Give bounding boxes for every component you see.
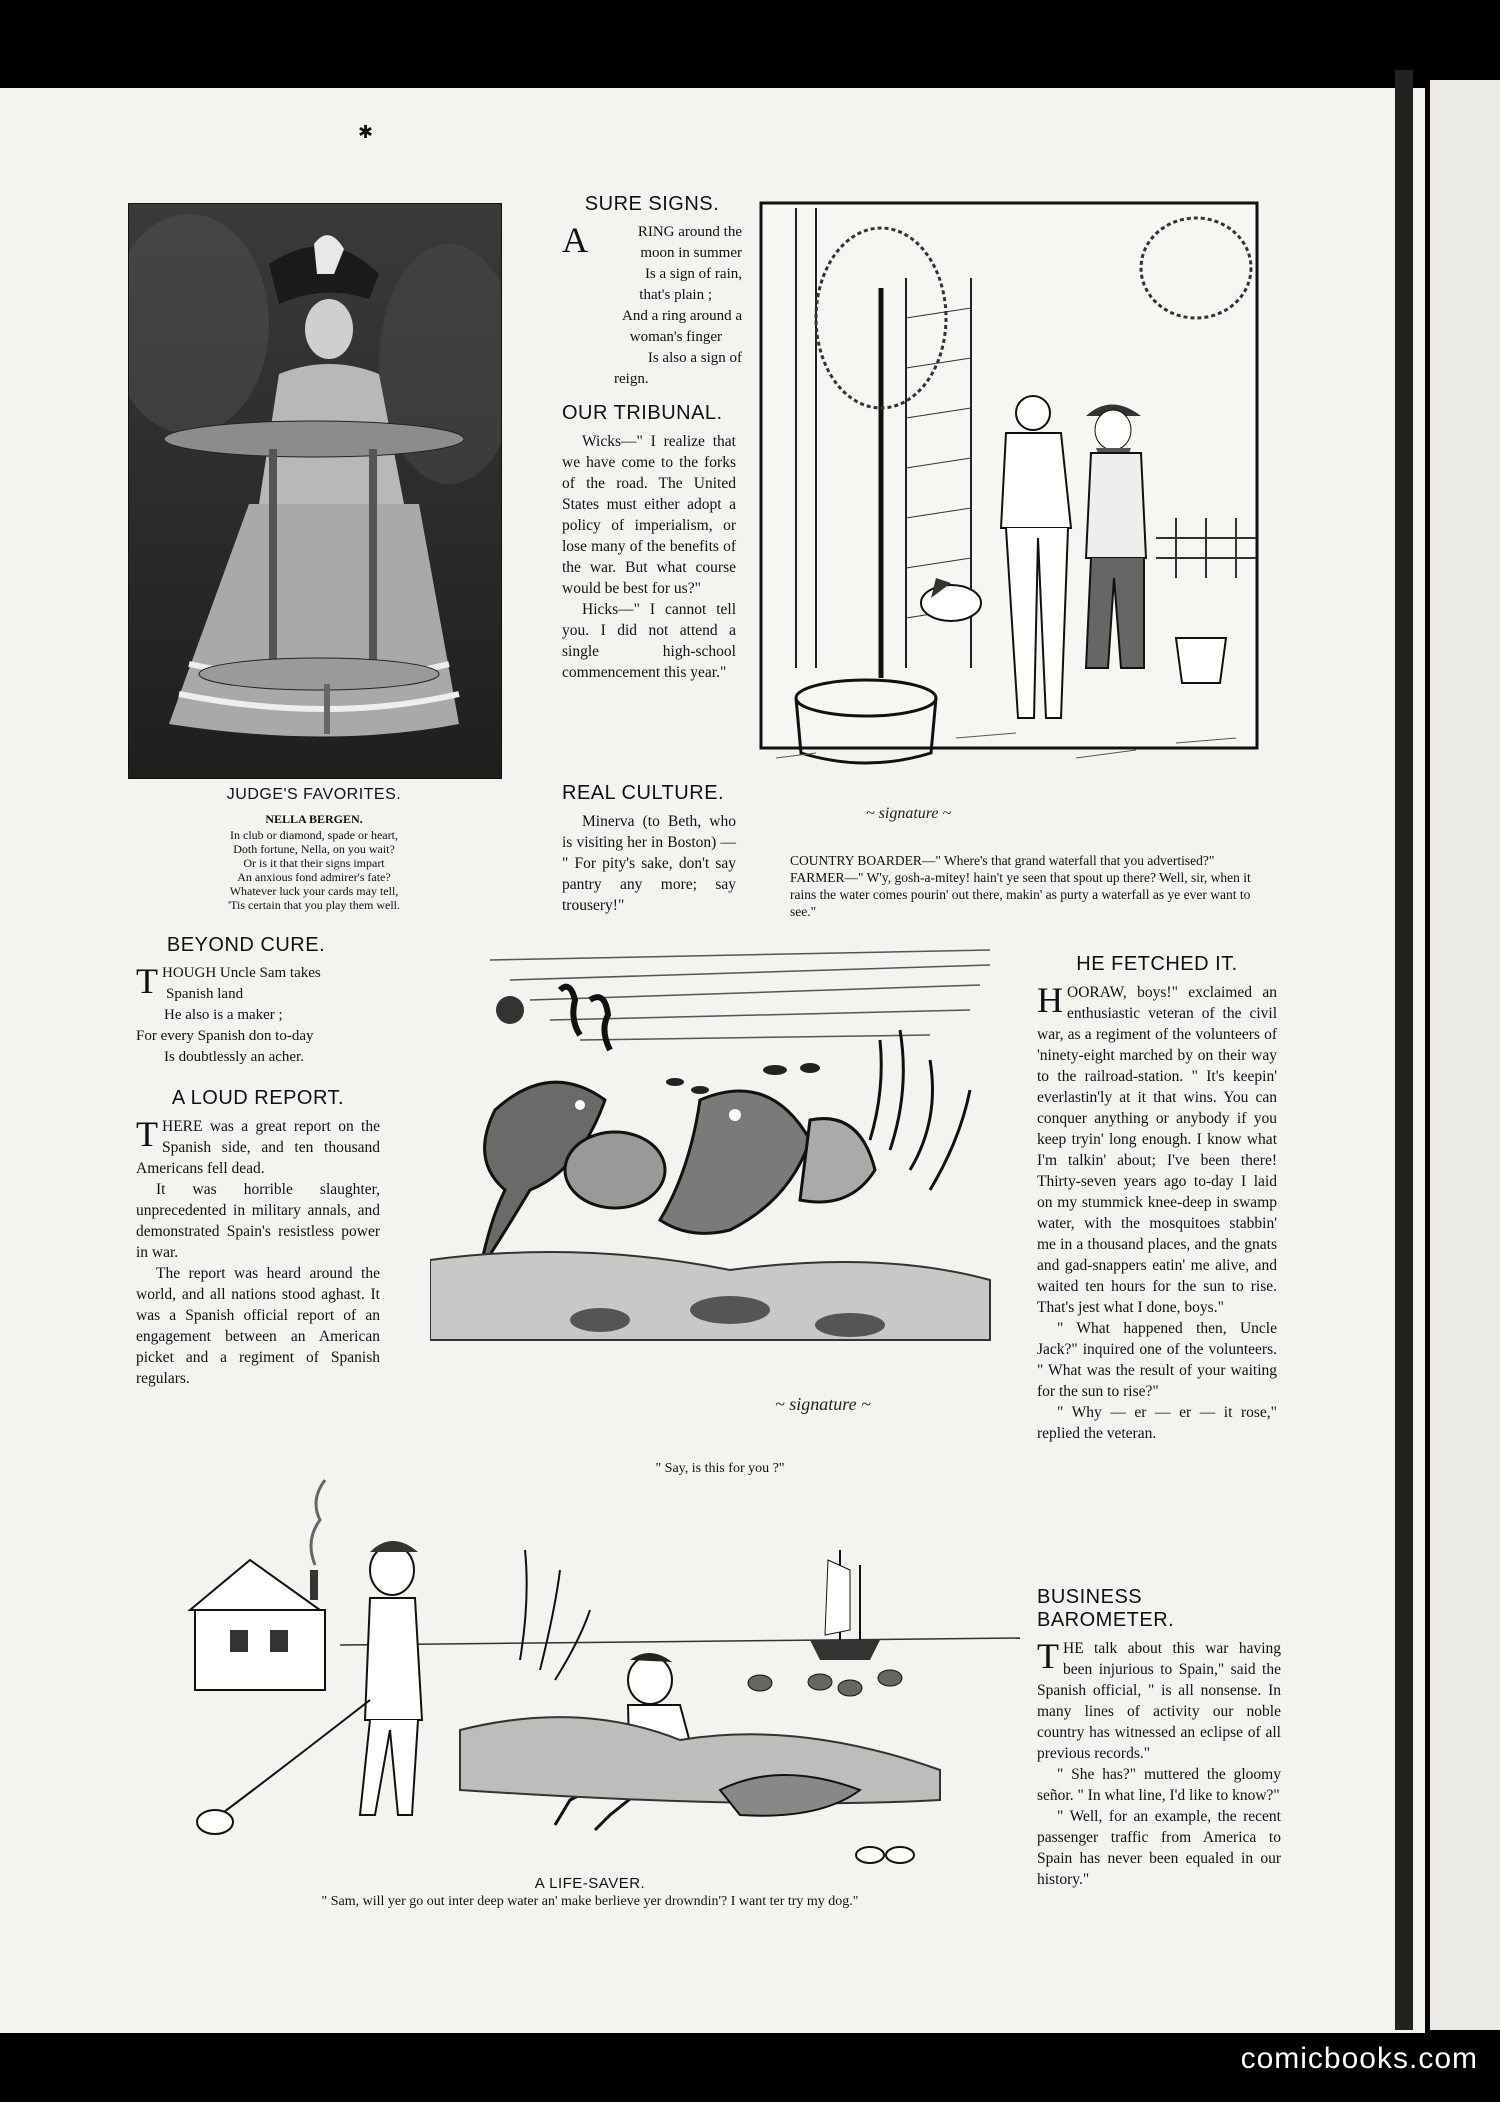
judges-favorites-caption xyxy=(128,786,500,912)
paragraph: Minerva (to Beth, who is visiting her in Boston) — " For pity's sake, don't say pantry any more; say trousery!" xyxy=(562,813,736,914)
verse-line: An anxious fond admirer's fate? xyxy=(237,870,391,884)
beyond-cure-verse xyxy=(136,963,356,1068)
drop-cap: A xyxy=(562,220,588,260)
verse-line: Doth fortune, Nella, on you wait? xyxy=(233,842,395,856)
verse-line: RING around the xyxy=(637,224,742,240)
country-boarder-illustration xyxy=(756,198,1262,838)
site-watermark: comicbooks.com xyxy=(1240,2042,1478,2075)
svg-text:~ signature ~: ~ signature ~ xyxy=(866,805,952,822)
paragraph: " Why — er — er — it rose," replied the veteran. xyxy=(1037,1404,1277,1442)
paragraph: Wicks—" I realize that we have come to the forks of the road. The United States must either adopt a policy of imperialism, or lose many of the benefits of the war. But what course would be best for us?" xyxy=(562,433,736,597)
business-barometer-title: BUSINESS BAROMETER. xyxy=(1037,1586,1175,1631)
life-saver-title: A LIFE-SAVER. xyxy=(534,1875,646,1892)
judges-favorites-title: JUDGE'S FAVORITES. xyxy=(226,786,402,803)
verse-line: Or is it that their signs impart xyxy=(243,856,385,870)
real-culture-article xyxy=(562,782,736,916)
paragraph: Hicks—" I cannot tell you. I did not attend a single high-school commencement this year." xyxy=(562,601,736,681)
country-boarder-caption xyxy=(790,852,1270,920)
book-spine xyxy=(1395,70,1413,2030)
verse-line: He also is a maker ; xyxy=(164,1007,283,1023)
paragraph: " What happened then, Uncle Jack?" inquired one of the volunteers. " What was the result of your waiting for the sun to rise?" xyxy=(1037,1320,1277,1400)
subject-name: NELLA BERGEN. xyxy=(265,812,363,826)
real-culture-title: REAL CULTURE. xyxy=(562,782,725,804)
paragraph: OORAW, boys!" exclaimed an enthusiastic veteran of the civil war, as a regiment of the volunteers of 'ninety-eight marched by on their way to the railroad-station. " It's keepin' everlastin'ly at it that wins. You can conquer anything or anybody if you keep tryin' long enough. I know what I'm talkin' about; I've been there! Thirty-seven years ago to-day I laid on my stummick knee-deep in swamp water, with the mosquitoes stabbin' me in a thousand places, and the gnats and gad-snappers eatin' me alive, and waited ten hours for the sun to rise. That's jest what I done, boys." xyxy=(1037,984,1277,1316)
sure-signs-title: SURE SIGNS. xyxy=(584,193,720,215)
verse-line: Whatever luck your cards may tell, xyxy=(229,884,399,898)
drop-cap: H xyxy=(1037,980,1063,1020)
verse-line: HOUGH Uncle Sam takes xyxy=(162,965,321,981)
beyond-cure-article xyxy=(136,934,356,1068)
fish-cartoon-illustration xyxy=(430,940,1010,1420)
verse-line: Is a sign of rain, xyxy=(644,266,742,282)
verse-line: woman's finger xyxy=(629,329,722,345)
sure-signs-article xyxy=(562,193,742,390)
paragraph: HERE was a great report on the Spanish side, and ten thousand Americans fell dead. xyxy=(136,1118,380,1177)
loud-report-title: A LOUD REPORT. xyxy=(171,1087,345,1109)
our-tribunal-article xyxy=(562,402,736,683)
verse-line: Is also a sign of xyxy=(647,350,742,366)
business-barometer-article xyxy=(1037,1586,1281,1890)
paragraph: " Well, for an example, the recent passenger traffic from America to Spain has never been equaled in our history." xyxy=(1037,1808,1281,1888)
verse-line: that's plain ; xyxy=(639,287,712,303)
nella-bergen-photo xyxy=(128,203,502,779)
business-barometer-body xyxy=(1037,1638,1281,1890)
life-saver-quote: " Sam, will yer go out inter deep water an' make berlieve yer drowndin'? I want ter try my dog." xyxy=(321,1894,859,1909)
he-fetched-it-body xyxy=(1037,982,1277,1444)
drop-cap: T xyxy=(136,961,158,1001)
he-fetched-it-title: HE FETCHED IT. xyxy=(1076,953,1238,975)
caption-line: COUNTRY BOARDER—" Where's that grand waterfall that you advertised?" xyxy=(790,853,1215,868)
drop-cap: T xyxy=(136,1114,158,1154)
loud-report-body xyxy=(136,1116,380,1389)
our-tribunal-body xyxy=(562,431,736,683)
life-saver-illustration xyxy=(160,1470,1020,1870)
life-saver-caption xyxy=(160,1875,1020,1911)
our-tribunal-title: OUR TRIBUNAL. xyxy=(562,402,723,424)
paragraph: HE talk about this war having been injurious to Spain," said the Spanish official, " is all nonsense. In many lines of activity our noble country has witnessed an eclipse of all previous records." xyxy=(1037,1640,1281,1762)
svg-text:~ signature ~: ~ signature ~ xyxy=(775,1394,871,1414)
verse-line: 'Tis certain that you play them well. xyxy=(227,898,401,912)
real-culture-body xyxy=(562,811,736,916)
verse-line: And a ring around a xyxy=(622,308,742,324)
verse-line: reign. xyxy=(614,371,649,387)
verse-line: Is doubtlessly an acher. xyxy=(164,1049,304,1065)
caption-line: FARMER—" W'y, gosh-a-mitey! hain't ye seen that spout up there? Well, sir, when it rains the water comes pourin' out there, makin' as purty a waterfall as ye ever want to see." xyxy=(790,870,1251,919)
he-fetched-it-article xyxy=(1037,953,1277,1444)
paragraph: It was horrible slaughter, unprecedented in military annals, and demonstrated Spain's resistless power in war. xyxy=(136,1181,380,1261)
verse-line: In club or diamond, spade or heart, xyxy=(230,828,398,842)
favorites-verse xyxy=(128,828,500,912)
paragraph: " She has?" muttered the gloomy señor. " In what line, I'd like to know?" xyxy=(1037,1766,1281,1804)
verse-line: Spanish land xyxy=(166,986,244,1002)
beyond-cure-title: BEYOND CURE. xyxy=(166,934,326,956)
paragraph: The report was heard around the world, and all nations stood aghast. It was a Spanish official report of an engagement between an American picket and a regiment of Spanish regulars. xyxy=(136,1265,380,1387)
loud-report-article xyxy=(136,1087,380,1389)
printer-mark: ✱ xyxy=(358,122,374,142)
drop-cap: T xyxy=(1037,1636,1059,1676)
verse-line: For every Spanish don to-day xyxy=(136,1028,314,1044)
verse-line: moon in summer xyxy=(640,245,742,261)
fish-cartoon-caption: " Say, is this for you ?" xyxy=(655,1461,785,1476)
sure-signs-verse xyxy=(562,222,742,390)
facing-page-edge xyxy=(1430,80,1500,2030)
